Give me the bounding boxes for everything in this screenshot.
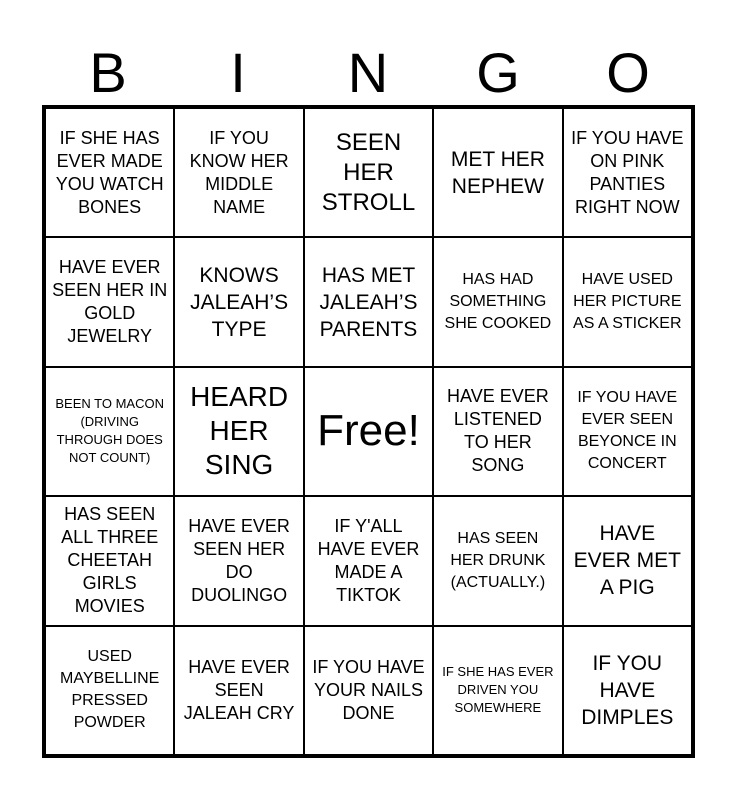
header-letter-n: N (347, 41, 389, 104)
bingo-header (43, 40, 694, 106)
bingo-cell[interactable] (563, 237, 692, 366)
cell-text: HAS MET JALEAH’S PARENTS (319, 263, 418, 341)
cell-text: HAS SEEN ALL THREE CHEETAH GIRLS MOVIES (61, 504, 159, 617)
cell-text: IF YOU HAVE YOUR NAILS DONE (312, 656, 425, 723)
cell-text: SEEN HER STROLL (321, 128, 416, 216)
bingo-cell[interactable] (304, 626, 433, 755)
bingo-cell[interactable] (174, 496, 303, 625)
bingo-cell[interactable] (433, 367, 562, 496)
cell-text: IF SHE HAS EVER MADE YOU WATCH BONES (55, 127, 164, 217)
cell-text: Free! (317, 406, 420, 456)
bingo-cell[interactable] (304, 496, 433, 625)
cell-text: IF Y'ALL HAVE EVER MADE A TIKTOK (317, 515, 420, 605)
cell-text: HAVE EVER SEEN JALEAH CRY (183, 656, 295, 723)
cell-text: IF YOU KNOW HER MIDDLE NAME (189, 127, 289, 217)
cell-text: HAVE EVER SEEN HER DO DUOLINGO (188, 515, 290, 605)
header-letter-g: G (476, 41, 520, 104)
bingo-cell[interactable] (174, 237, 303, 366)
bingo-cell[interactable] (174, 108, 303, 237)
bingo-cell[interactable] (45, 626, 174, 755)
cell-text: IF YOU HAVE EVER SEEN BEYONCE IN CONCERT (577, 389, 678, 473)
cell-text: HAVE EVER MET A PIG (573, 522, 681, 600)
bingo-cell[interactable] (45, 367, 174, 496)
cell-text: HEARD HER SING (190, 381, 289, 481)
bingo-cell[interactable] (174, 626, 303, 755)
bingo-cell[interactable] (433, 626, 562, 755)
cell-text: USED MAYBELLINE PRESSED POWDER (60, 648, 160, 732)
bingo-cell[interactable] (563, 496, 692, 625)
bingo-grid (42, 105, 695, 758)
cell-text: HAS SEEN HER DRUNK (ACTUALLY.) (450, 529, 546, 591)
cell-text: HAVE USED HER PICTURE AS A STICKER (573, 271, 682, 333)
cell-text: IF YOU HAVE ON PINK PANTIES RIGHT NOW (571, 127, 684, 217)
bingo-cell[interactable] (433, 108, 562, 237)
bingo-cell[interactable] (174, 367, 303, 496)
bingo-cell[interactable] (433, 237, 562, 366)
bingo-cell[interactable] (304, 108, 433, 237)
bingo-cell[interactable] (433, 496, 562, 625)
bingo-cell[interactable] (45, 237, 174, 366)
header-letter-o: O (606, 41, 650, 104)
header-letter-b: B (89, 41, 127, 104)
bingo-cell[interactable] (45, 108, 174, 237)
cell-text: IF SHE HAS EVER DRIVEN YOU SOMEWHERE (442, 664, 554, 716)
cell-text: HAVE EVER LISTENED TO HER SONG (447, 386, 549, 476)
cell-text: IF YOU HAVE DIMPLES (581, 651, 674, 729)
free-space[interactable] (304, 367, 433, 496)
cell-text: KNOWS JALEAH’S TYPE (190, 263, 289, 341)
bingo-cell[interactable] (563, 626, 692, 755)
cell-text: MET HER NEPHEW (450, 147, 545, 198)
bingo-cell[interactable] (45, 496, 174, 625)
bingo-cell[interactable] (304, 237, 433, 366)
header-letter-i: I (230, 41, 246, 104)
cell-text: HAVE EVER SEEN HER IN GOLD JEWELRY (52, 257, 168, 347)
bingo-cell[interactable] (563, 108, 692, 237)
bingo-cell[interactable] (563, 367, 692, 496)
cell-text: HAS HAD SOMETHING SHE COOKED (444, 271, 552, 333)
cell-text: BEEN TO MACON (DRIVING THROUGH DOES NOT COUNT) (55, 396, 164, 466)
